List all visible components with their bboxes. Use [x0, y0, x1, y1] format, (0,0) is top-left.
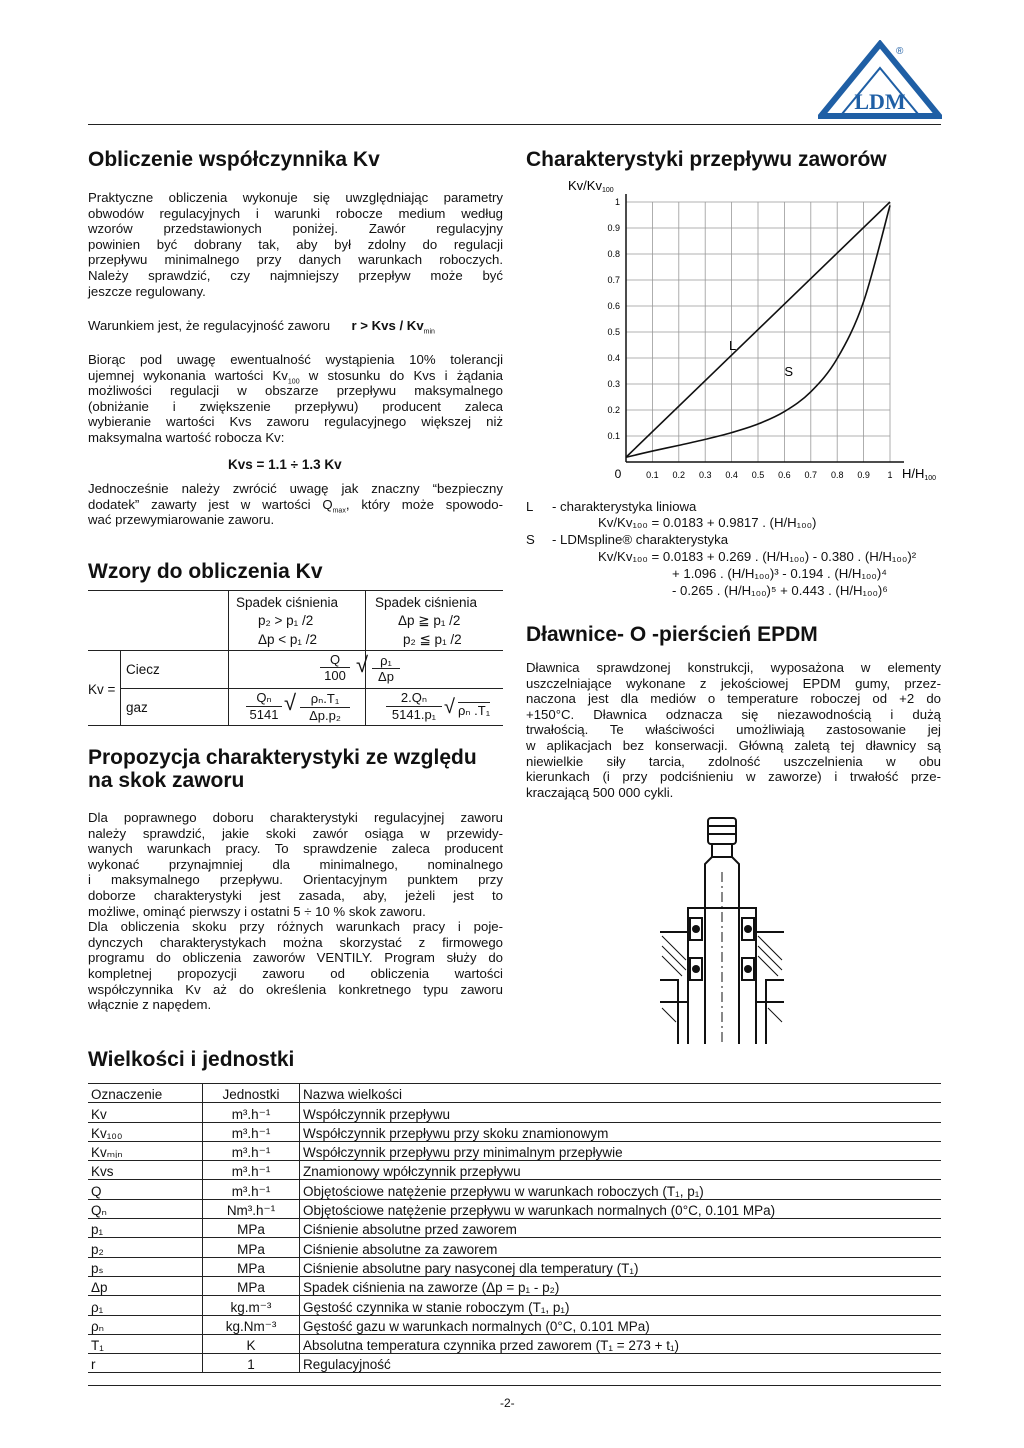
table-row — [88, 1161, 941, 1180]
y-tick-label: 0.7 — [607, 275, 620, 285]
table-cell: Ciśnienie absolutne pary nasyconej dla temperatury (T₁) — [300, 1257, 942, 1276]
y-tick-label: 0.6 — [607, 301, 620, 311]
formulas-title: Wzory do obliczenia Kv — [88, 560, 323, 583]
y-tick-label: 0.5 — [607, 327, 620, 337]
gas1-fraction: $\frac{\text{Qₙ}}{5141}$ — [246, 690, 282, 722]
sqrt-icon: √ — [284, 690, 297, 715]
table-cell: m³.h⁻¹ — [203, 1180, 300, 1199]
sqrt-icon: √ — [356, 652, 369, 677]
text-line: ujemnej wykonania wartości $Kv_{100}$ w stosunku do Kvs i żądania — [88, 367, 503, 386]
text-line: (obniżanie i zwiększenie przepływu) producent zaleca — [88, 398, 503, 414]
table-cell: kg.Nm⁻³ — [203, 1315, 300, 1334]
condition-text: Warunkiem jest, że regulacyjność zaworu — [88, 318, 331, 333]
text-line: należy sprawdzić, jakie skoki zawór osiąga w przewidy- — [88, 825, 503, 841]
gas1-root-fraction: $\frac{\text{ρₙ.T₁}}{\text{Δp.p₂}}$ — [300, 691, 350, 723]
table-row — [88, 1296, 941, 1315]
table-row — [88, 1276, 941, 1295]
y-tick-label: 0.3 — [607, 379, 620, 389]
table-cell: Znamionowy wpółczynnik przepływu — [300, 1161, 942, 1180]
text-line: niewielkie siły tarcia, zdolność uszczelnienia w obu — [526, 753, 941, 769]
table-row — [88, 1238, 941, 1257]
condition-sub: min — [423, 328, 435, 336]
text-line: i maksymalnego przepływu. Orientacyjnym punktem przy — [88, 872, 503, 888]
text-line: wzorów przedstawionych poniżej. Zawór regulacyjny — [88, 221, 503, 237]
text-line: maksymalna wartość robocza Kv: — [88, 429, 285, 445]
table-row — [88, 1122, 941, 1141]
text-line: wykonać przynajmniej dla minimalnego, nominalnego — [88, 856, 503, 872]
text-line: wać przewymiarowanie zaworu. — [88, 512, 275, 528]
table-cell: Kvₘᵢₙ — [88, 1141, 203, 1160]
col1-cond2: Δp < p₁ /2 — [258, 632, 317, 647]
table-cell: MPa — [203, 1219, 300, 1238]
ldm-logo — [818, 40, 942, 120]
table-cell: Gęstość gazu w warunkach normalnych (0°C, 0.101 MPa) — [300, 1315, 942, 1334]
table-cell: Regulacyjność — [300, 1354, 942, 1373]
condition-line — [88, 318, 435, 336]
text-line: dodatek” zawarty jest w wartości $Q_{max}$, który może spowodo- — [88, 496, 503, 515]
tolerance-paragraph — [88, 352, 503, 446]
x-tick-label: 1 — [887, 470, 893, 480]
table-cell: Współczynnik przepływu przy minimalnym przepływie — [300, 1141, 942, 1160]
table-cell: Q — [88, 1180, 203, 1199]
table-cell: m³.h⁻¹ — [203, 1122, 300, 1141]
row-liquid: Ciecz — [126, 662, 160, 677]
text-line: doborze charakterystyki jest zasada, aby, jeżeli jest to — [88, 887, 503, 903]
text-line: powinien być dobrany tak, aby był zdolny do regulacji — [88, 236, 503, 252]
text-line: uszczelniające wykonane z jekościowej EPDM gumy, przez- — [526, 675, 941, 691]
x-tick-label: 0.2 — [672, 470, 686, 480]
text-line: Biorąc pod uwagę ewentualność wystąpienia 10% tolerancji — [88, 352, 503, 367]
x-tick-label: 0.6 — [778, 470, 791, 480]
table-cell: Ciśnienie absolutne przed zaworem — [300, 1219, 942, 1238]
table-cell: m³.h⁻¹ — [203, 1161, 300, 1180]
flow-char-title: Charakterystyki przepływu zaworów — [526, 148, 887, 171]
kv-calc-paragraph — [88, 190, 503, 299]
text-line: przepływu minimalnego przy danych warunkach roboczych. — [88, 252, 503, 268]
table-row — [88, 1334, 941, 1353]
text-line: możliwości regulacji w obszarze przepływu maksymalnego — [88, 383, 503, 399]
table-cell: kg.m⁻³ — [203, 1296, 300, 1315]
legend-L-key: L — [526, 499, 534, 514]
series-label-S: S — [784, 364, 794, 380]
col2-cond1: Δp ≧ p₁ /2 — [398, 613, 461, 628]
text-line: kierunkach (i przy podciśnieniu w zaworze) i trwałość prze- — [526, 769, 941, 785]
text-line: +150°C. Dławnica odznacza się niezawodnością i dużą — [526, 706, 941, 722]
text-line: wybieranie wartości Kvs zaworu regulacyjnego większej niż — [88, 414, 503, 430]
table-header-cell: Oznaczenie — [88, 1084, 203, 1103]
liquid-root-fraction: $\frac{\text{ρ₁}}{\Delta p}$ — [372, 653, 400, 684]
legend-S-desc: - LDMspline® charakterystyka — [552, 532, 729, 547]
gland-drawing — [660, 812, 840, 1044]
y-tick-label: 0.4 — [607, 353, 620, 363]
units-table — [88, 1083, 941, 1373]
table-row — [88, 1257, 941, 1276]
table-row — [88, 1354, 941, 1373]
col1-cond1: p₂ > p₁ /2 — [258, 613, 314, 628]
condition-formula: r > Kvs / Kv — [351, 318, 424, 333]
table-cell: Objętościowe natężenie przepływu w warunkach roboczych (T₁, p₁) — [300, 1180, 942, 1199]
text-line: Należy sprawdzić, czy najmniejszy przepływ może być — [88, 267, 503, 283]
table-header-cell: Jednostki — [203, 1084, 300, 1103]
text-line: Jednocześnie należy zwrócić uwagę jak znaczny “bezpieczny — [88, 481, 503, 496]
safety-paragraph — [88, 481, 503, 528]
text-line: Dla poprawnego doboru charakterystyki regulacyjnej zaworu — [88, 810, 503, 825]
text-line: kraczającą 500 000 cykli. — [526, 784, 674, 800]
text-line: Dławnica sprawdzonej konstrukcji, wyposażona w elementy — [526, 660, 941, 675]
bottom-rule — [88, 1385, 941, 1386]
table-cell: ρ₁ — [88, 1296, 203, 1315]
col2-cond2: p₂ ≦ p₁ /2 — [403, 632, 462, 647]
ldm-logo-triangle — [818, 40, 942, 120]
table-cell: r — [88, 1354, 203, 1373]
x-tick-label: 0.8 — [830, 470, 844, 480]
legend-S-formula-1: Kv/Kv₁₀₀ = 0.0183 + 0.269 . (H/H₁₀₀) - 0.380 . (H/H₁₀₀)² — [598, 549, 917, 564]
x-tick-label: 0.4 — [725, 470, 738, 480]
text-line: możliwe, ominąć pierwszy i ostatni 5 ÷ 10 % skok zaworu. — [88, 903, 426, 919]
table-cell: K — [203, 1334, 300, 1353]
table-row — [88, 1219, 941, 1238]
col1-header: Spadek ciśnienia — [236, 595, 339, 610]
formulas-table — [88, 590, 503, 726]
table-row — [88, 1180, 941, 1199]
legend-S-formula-3: - 0.265 . (H/H₁₀₀)⁵ + 0.443 . (H/H₁₀₀)⁶ — [672, 583, 888, 598]
series-label-L: L — [728, 338, 737, 354]
table-cell: T₁ — [88, 1334, 203, 1353]
proposal-title: Propozycja charakterystyki ze względu na skok zaworu — [88, 746, 477, 792]
table-cell: Kvs — [88, 1161, 203, 1180]
x-tick-label: 0.9 — [857, 470, 870, 480]
y-tick-label: 0.2 — [607, 405, 620, 415]
gas2-fraction: $\frac{\text{2.Qₙ}}{\text{5141.p₁}}$ — [386, 690, 442, 722]
table-row — [88, 1199, 941, 1218]
table-cell: MPa — [203, 1276, 300, 1295]
x-tick-label: 0 — [614, 467, 622, 481]
table-header-cell: Nazwa wielkości — [300, 1084, 942, 1103]
table-row — [88, 1141, 941, 1160]
text-line: w aplikacjach bez konserwacji. Główną zaletą tej dławnicy są — [526, 737, 941, 753]
x-axis-label: H/H100 — [902, 466, 937, 482]
flow-chart — [526, 176, 946, 492]
text-line: dynczych charakterystykach można skorzystać z firmowego — [88, 934, 503, 950]
text-line: trwałością. Te właściwości umożliwiają zastosowanie jej — [526, 722, 941, 738]
logo-text: LDM — [854, 89, 906, 114]
page-number: -2- — [500, 1396, 515, 1410]
text-line: jeszcze regulowany. — [88, 283, 206, 299]
table-cell: Kv — [88, 1103, 203, 1122]
table-cell: Współczynnik przepływu przy skoku znamionowym — [300, 1122, 942, 1141]
text-line: wanych warunkach pracy. To sprawdzenie zaleca producent — [88, 841, 503, 857]
top-rule — [88, 124, 941, 125]
x-tick-label: 0.1 — [646, 470, 659, 480]
gas2-root: ρₙ .T₁ — [458, 703, 491, 718]
legend-S-formula-2: + 1.096 . (H/H₁₀₀)³ - 0.194 . (H/H₁₀₀)⁴ — [672, 566, 887, 581]
y-tick-label: 1 — [614, 197, 620, 207]
row-gas: gaz — [126, 700, 148, 715]
text-line: programu do obliczenia zaworów VENTILY. Program służy do — [88, 950, 503, 966]
table-cell: 1 — [203, 1354, 300, 1373]
table-header-row — [88, 1084, 941, 1103]
col2-header: Spadek ciśnienia — [375, 595, 478, 610]
text-line: kompletnej propozycji zaworu od obliczenia wartości — [88, 965, 503, 981]
table-cell: Gęstość czynnika w stanie roboczym (T₁, p₁) — [300, 1296, 942, 1315]
liquid-fraction: $\frac{Q}{100}$ — [320, 652, 350, 683]
table-cell: p₂ — [88, 1238, 203, 1257]
legend-L-desc: - charakterystyka liniowa — [552, 499, 697, 514]
text-line: włącznie z napędem. — [88, 997, 212, 1013]
sqrt-icon: √ — [444, 696, 455, 718]
y-axis-label: Kv/Kv100 — [568, 178, 614, 194]
table-cell: Kv₁₀₀ — [88, 1122, 203, 1141]
table-cell: Spadek ciśnienia na zaworze (Δp = p₁ - p₂) — [300, 1276, 942, 1295]
legend-L-formula: Kv/Kv₁₀₀ = 0.0183 + 0.9817 . (H/H₁₀₀) — [598, 515, 817, 530]
table-row — [88, 1103, 941, 1122]
table-cell: Absolutna temperatura czynnika przed zaworem (T₁ = 273 + t₁) — [300, 1334, 942, 1353]
gland-title: Dławnice- O -pierścień EPDM — [526, 623, 818, 646]
kv-calc-title: Obliczenie współczynnika Kv — [88, 148, 380, 171]
y-tick-label: 0.9 — [607, 223, 620, 233]
text-line: obwodów regulacyjnych i warunki robocze medium według — [88, 205, 503, 221]
table-cell: MPa — [203, 1257, 300, 1276]
proposal-paragraph — [88, 810, 503, 1013]
table-cell: Objętościowe natężenie przepływu w warunkach normalnych (0°C, 0.101 MPa) — [300, 1199, 942, 1218]
table-cell: Qₙ — [88, 1199, 203, 1218]
table-cell: m³.h⁻¹ — [203, 1103, 300, 1122]
table-cell: Współczynnik przepływu — [300, 1103, 942, 1122]
x-tick-label: 0.7 — [804, 470, 818, 480]
table-row — [88, 1315, 941, 1334]
table-cell: Δp — [88, 1276, 203, 1295]
kvs-formula: Kvs = 1.1 ÷ 1.3 Kv — [228, 457, 342, 472]
y-tick-label: 0.1 — [607, 431, 620, 441]
x-tick-label: 0.5 — [751, 470, 765, 480]
x-tick-label: 0.3 — [698, 470, 712, 480]
text-line: współczynnika Kv aż do określenia konkretnego typu zaworu — [88, 981, 503, 997]
text-line: Praktyczne obliczenia wykonuje się uwzględniając parametry — [88, 190, 503, 205]
table-cell: p₁ — [88, 1219, 203, 1238]
table-cell: ρₙ — [88, 1315, 203, 1334]
table-cell: Ciśnienie absolutne za zaworem — [300, 1238, 942, 1257]
table-cell: pₛ — [88, 1257, 203, 1276]
table-cell: MPa — [203, 1238, 300, 1257]
units-title: Wielkości i jednostki — [88, 1048, 295, 1071]
table-cell: m³.h⁻¹ — [203, 1141, 300, 1160]
table-cell: Nm³.h⁻¹ — [203, 1199, 300, 1218]
logo-registered: ® — [896, 46, 904, 57]
legend-S-key: S — [526, 532, 535, 547]
gland-paragraph — [526, 660, 941, 800]
y-tick-label: 0.8 — [607, 249, 620, 259]
text-line: naczona jest dla mediów o temperature roboczej od +2 do — [526, 691, 941, 707]
text-line: Dla obliczenia skoku przy różnych warunkach pracy i poje- — [88, 919, 503, 935]
row-label: Kv = — [88, 682, 116, 697]
